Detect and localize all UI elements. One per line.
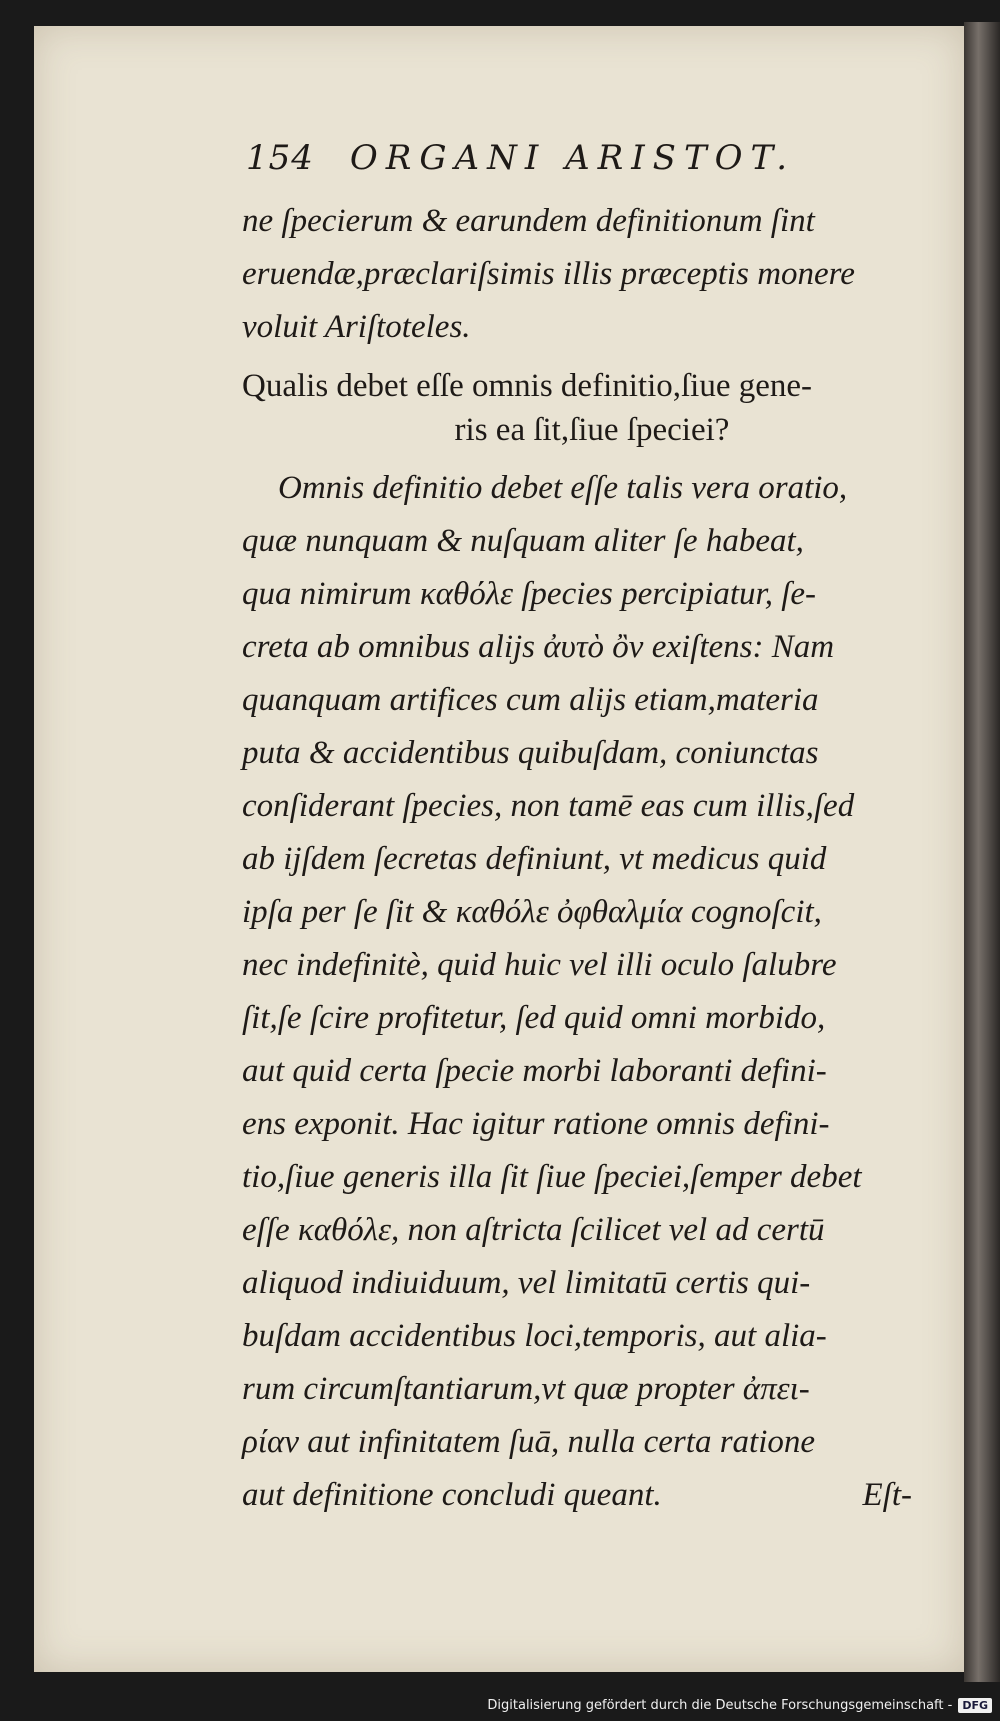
- text-line: aut definitione concludi queant.: [242, 1477, 662, 1513]
- final-line-row: [242, 1469, 912, 1522]
- funding-credit: Digitalisierung gefördert durch die Deutsche Forschungsgemeinschaft -: [487, 1697, 953, 1713]
- page-number: 154: [246, 138, 314, 178]
- text-line: creta ab omnibus alijs ἀυτὸ ὂν exiſtens: Nam: [242, 629, 835, 665]
- text-line: conſiderant ſpecies, non tamē eas cum illis,ſed: [242, 788, 855, 824]
- dfg-logo: DFG: [958, 1698, 992, 1713]
- digitization-footer: [487, 1695, 992, 1715]
- text-line: Omnis definitio debet eſſe talis vera oratio,: [278, 470, 848, 506]
- text-line: eruendæ,præclariſsimis illis præceptis monere: [242, 256, 855, 292]
- catchword: Eſt-: [862, 1477, 912, 1513]
- text-line: ρίαν aut infinitatem ſuā, nulla certa ratione: [242, 1424, 816, 1460]
- text-line: quanquam artifices cum alijs etiam,materia: [242, 682, 819, 718]
- page-edge: [964, 22, 1000, 1682]
- section-heading: Qualis debet eſſe omnis definitio,ſiue gene-: [242, 368, 813, 404]
- text-line: buſdam accidentibus loci,temporis, aut alia-: [242, 1318, 827, 1354]
- text-line: ſit,ſe ſcire profitetur, ſed quid omni morbido,: [242, 1000, 826, 1036]
- text-line: aliquod indiuiduum, vel limitatū certis qui-: [242, 1265, 811, 1301]
- text-line: puta & accidentibus quibuſdam, coniunctas: [242, 735, 819, 771]
- text-line: quæ nunquam & nuſquam aliter ſe habeat,: [242, 523, 804, 559]
- text-line: voluit Ariſtoteles.: [242, 309, 471, 345]
- text-line: eſſe καθόλε, non aſtricta ſcilicet vel ad certū: [242, 1212, 825, 1248]
- section-heading-cont: ris ea ſit,ſiue ſpeciei?: [454, 412, 730, 448]
- text-line: ens exponit. Hac igitur ratione omnis defini-: [242, 1106, 830, 1142]
- text-line: ipſa per ſe ſit & καθόλε ὀφθαλμία cognoſcit,: [242, 894, 822, 930]
- text-line: rum circumſtantiarum,vt quæ propter ἀπει-: [242, 1371, 810, 1407]
- text-line: tio,ſiue generis illa ſit ſiue ſpeciei,ſemper debet: [242, 1159, 862, 1195]
- running-head: ORGANI ARISTOT.: [349, 138, 795, 178]
- text-block: [242, 195, 942, 1522]
- text-line: ab ijſdem ſecretas definiunt, vt medicus quid: [242, 841, 827, 877]
- text-line: aut quid certa ſpecie morbi laboranti defini-: [242, 1053, 827, 1089]
- text-line: nec indefinitè, quid huic vel illi oculo ſalubre: [242, 947, 837, 983]
- text-line: ne ſpecierum & earundem definitionum ſint: [242, 203, 815, 239]
- page-header: [246, 138, 886, 184]
- text-line: qua nimirum καθόλε ſpecies percipiatur, ſe-: [242, 576, 817, 612]
